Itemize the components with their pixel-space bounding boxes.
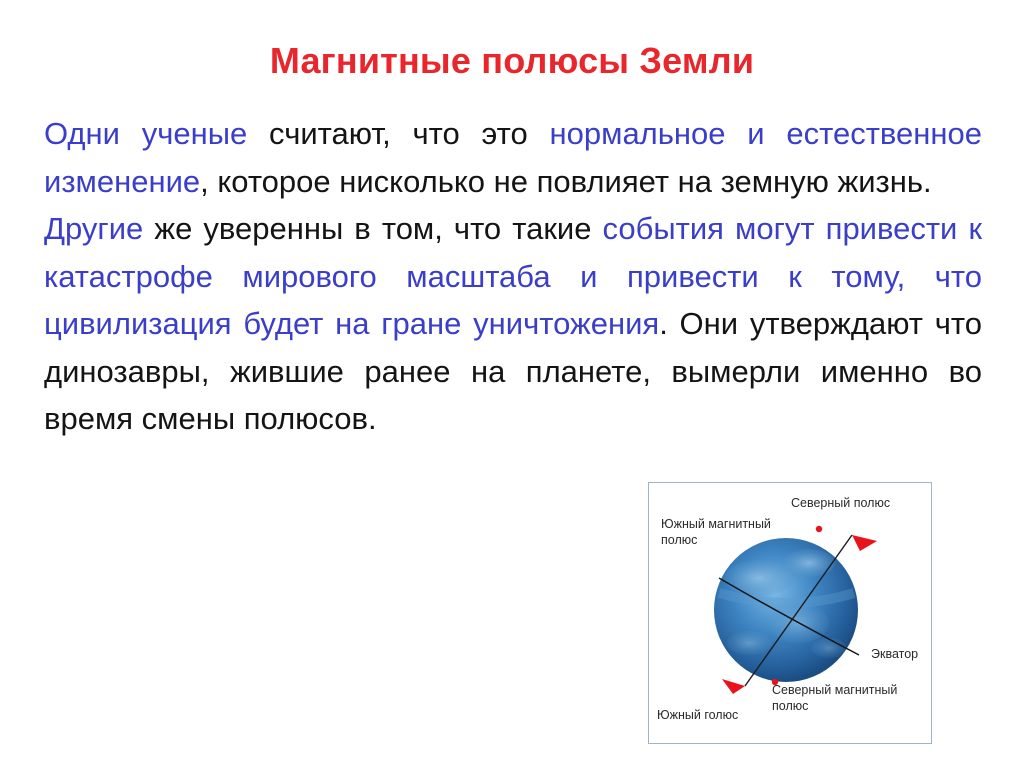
paragraph-2 — [44, 205, 982, 443]
p2-highlight-1: Другие — [44, 211, 144, 246]
p1-highlight-1: Одни ученые — [44, 116, 248, 151]
p2-text-1: же уверенны в том, что такие — [143, 211, 603, 246]
p2-text-2: . Они утверждают что динозавры, жившие ранее на планете, вымерли именно во время смены полюсов. — [44, 306, 982, 436]
north-pole-label: Северный полюс — [791, 496, 891, 510]
p2-highlight-2: события могут привести к катастрофе мирового масштаба и привести к тому, что цивилизация будет на гране уничтожения — [44, 211, 983, 341]
p1-text-1: считают, что это — [247, 116, 550, 151]
south-pole-flag-icon — [722, 679, 745, 694]
equator-label: Экватор — [871, 647, 919, 661]
slide-title: Магнитные полюсы Земли — [269, 40, 755, 81]
south-pole-label: Южный голюс — [657, 708, 739, 722]
north-pole-flag-icon — [852, 535, 877, 551]
p1-highlight-2: нормальное и естественное изменение — [44, 116, 983, 199]
p1-text-2: , которое нисколько не повлияет на земную жизнь. — [200, 163, 932, 199]
north-magnetic-pole-label-line1: Северный магнитный — [772, 683, 898, 697]
south-magnetic-pole-dot — [816, 526, 822, 532]
south-magnetic-pole-label-line2: полюс — [661, 533, 698, 547]
paragraph-1 — [44, 110, 982, 205]
slide-body — [44, 110, 982, 443]
south-magnetic-pole-label-line1: Южный магнитный — [661, 517, 771, 531]
north-magnetic-pole-label-line2: полюс — [772, 699, 809, 713]
earth-poles-figure — [648, 482, 932, 744]
